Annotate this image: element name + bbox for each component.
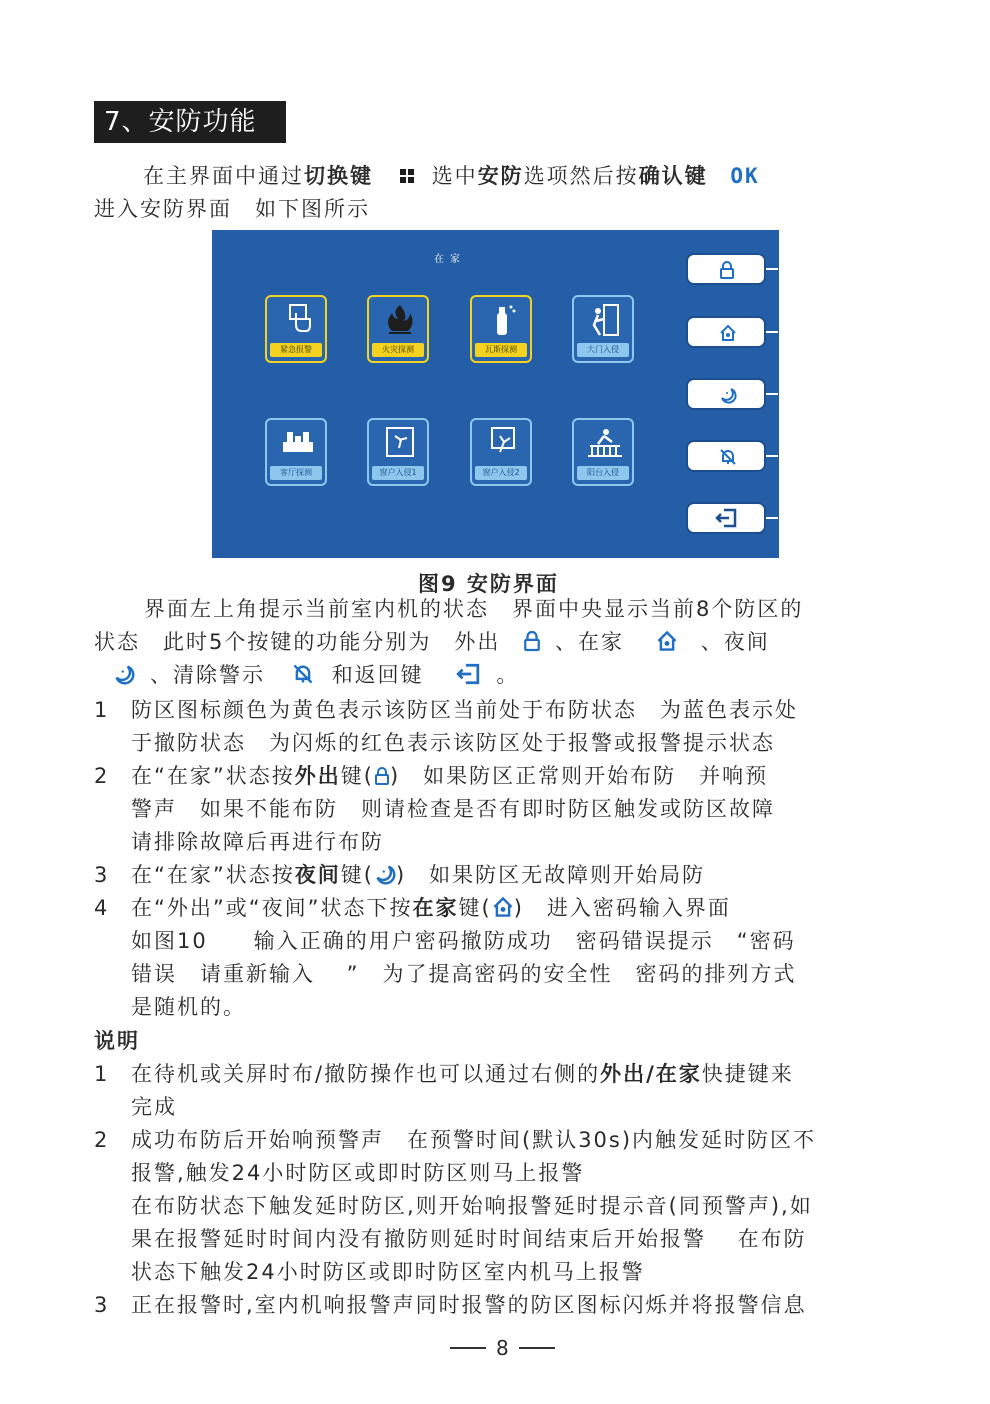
item-2-line-3: 请排除故障后再进行布防 <box>131 830 384 854</box>
note-2-line-3: 在布防状态下触发延时防区,则开始响报警延时提示音(同预警声),如 <box>131 1194 813 1218</box>
item-1-line-2: 于撤防状态 为闪烁的红色表示该防区处于报警或报警提示状态 <box>131 731 775 755</box>
note-3-number: 3 <box>94 1293 110 1317</box>
confirm-key-label: 确认键 <box>638 164 708 188</box>
clear-alarm-button[interactable] <box>686 440 766 472</box>
zone-label: 紧急报警 <box>270 343 322 357</box>
zone-label: 窗户入侵1 <box>372 466 424 480</box>
notes-heading: 说明 <box>94 1029 140 1053</box>
item-text: ) 进入密码输入界面 <box>513 896 731 920</box>
moon-icon <box>719 386 737 404</box>
footer-dash <box>450 1347 486 1349</box>
item-text: 键( <box>340 764 374 788</box>
zone-door-intrusion[interactable] <box>572 295 634 363</box>
gas-bottle-icon <box>472 303 534 337</box>
bell-off-icon <box>719 448 737 466</box>
window-intrusion-icon <box>472 426 534 460</box>
zone-balcony-intrusion[interactable] <box>572 418 634 486</box>
note-2-line-1: 成功布防后开始响预警声 在预警时间(默认30s)内触发延时防区不 <box>131 1128 817 1152</box>
note-1-line-2: 完成 <box>131 1095 177 1119</box>
home-icon <box>655 630 679 652</box>
item-2-number: 2 <box>94 764 110 788</box>
desc-text: 、夜间 <box>700 630 770 654</box>
desc-line-3 <box>112 659 519 692</box>
zone-window-intrusion-1[interactable] <box>367 418 429 486</box>
return-icon <box>456 663 480 685</box>
item-2-line-1 <box>131 760 768 793</box>
intro-text: 选中 <box>431 164 478 188</box>
note-2-number: 2 <box>94 1128 110 1152</box>
note-text: 快捷键来 <box>701 1062 794 1086</box>
item-text: ) 如果防区正常则开始布防 并响预 <box>389 764 769 788</box>
desc-text: 、在家 <box>555 630 625 654</box>
hand-press-icon <box>267 303 329 337</box>
shortcut-keys-label: 外出/在家 <box>600 1062 702 1086</box>
zone-label: 阳台入侵 <box>577 466 629 480</box>
moon-icon <box>374 863 396 885</box>
item-1-line-1: 防区图标颜色为黄色表示该防区当前处于布防状态 为蓝色表示处 <box>131 698 798 722</box>
desc-line-1: 界面左上角提示当前室内机的状态 界面中央显示当前8个防区的 <box>144 597 804 621</box>
lock-icon <box>374 766 390 786</box>
desc-text: 和返回键 <box>331 663 424 687</box>
footer-dash <box>519 1347 555 1349</box>
away-key-label: 外出 <box>294 764 341 788</box>
item-3-number: 3 <box>94 863 110 887</box>
zone-fire-detection[interactable] <box>367 295 429 363</box>
intro-line-1 <box>143 160 760 193</box>
home-icon <box>492 896 514 918</box>
desc-text: 、清除警示 <box>150 663 265 687</box>
desc-text: 状态 此时5个按键的功能分别为 外出 <box>94 630 501 654</box>
security-screen <box>212 230 779 558</box>
item-text: ) 如果防区无故障则开始局防 <box>395 863 706 887</box>
item-1-number: 1 <box>94 698 110 722</box>
zone-label: 客厅探测 <box>270 466 322 480</box>
zone-living-room-detection[interactable] <box>265 418 327 486</box>
moon-icon <box>112 663 136 685</box>
page-number: 8 <box>496 1336 509 1360</box>
switch-key-label: 切换键 <box>304 164 373 188</box>
note-1-line-1 <box>131 1058 794 1091</box>
item-2-line-2: 警声 如果不能布防 则请检查是否有即时防区触发或防区故障 <box>131 797 775 821</box>
home-status-label: 在家 <box>434 254 466 265</box>
figure-caption: 图9 安防界面 <box>418 572 559 596</box>
living-room-icon <box>267 426 329 460</box>
lock-icon <box>719 261 735 279</box>
note-text: 在待机或关屏时布/撤防操作也可以通过右侧的 <box>131 1062 601 1086</box>
item-4-line-1 <box>131 892 731 925</box>
item-4-line-4: 是随机的。 <box>131 995 246 1019</box>
zone-label: 火灾探测 <box>372 343 424 357</box>
note-3-line-1: 正在报警时,室内机响报警声同时报警的防区图标闪烁并将报警信息 <box>131 1293 807 1317</box>
item-text: 在“在家”状态按 <box>131 764 295 788</box>
note-1-number: 1 <box>94 1062 110 1086</box>
security-option-label: 安防 <box>477 164 524 188</box>
item-4-number: 4 <box>94 896 110 920</box>
page-footer <box>440 1336 565 1360</box>
note-2-line-4: 果在报警延时时间内没有撤防则延时时间结束后开始报警 在布防 <box>131 1227 807 1251</box>
ok-key-icon: OK <box>730 164 760 188</box>
lock-icon <box>523 630 541 652</box>
bell-off-icon <box>292 663 314 685</box>
item-text: 键( <box>340 863 374 887</box>
item-4-line-2: 如图10 输入正确的用户密码撤防成功 密码错误提示 “密码 <box>131 929 796 953</box>
intro-line-2: 进入安防界面 如下图所示 <box>94 197 370 221</box>
desc-line-2 <box>94 626 770 659</box>
desc-text: 。 <box>496 663 520 687</box>
item-text: 在“外出”或“夜间”状态下按 <box>131 896 413 920</box>
night-key-label: 夜间 <box>294 863 341 887</box>
balcony-intrusion-icon <box>574 426 636 460</box>
return-button[interactable] <box>686 502 766 534</box>
intro-text: 选项然后按 <box>523 164 639 188</box>
item-text: 键( <box>458 896 492 920</box>
intro-text: 在主界面中通过 <box>143 164 304 188</box>
zone-label: 大门入侵 <box>577 343 629 357</box>
note-2-line-5: 状态下触发24小时防区或即时防区室内机马上报警 <box>131 1260 645 1284</box>
home-icon <box>719 324 737 342</box>
window-intrusion-icon <box>369 426 431 460</box>
zone-label: 瓦斯探测 <box>475 343 527 357</box>
return-icon <box>715 508 737 528</box>
zone-window-intrusion-2[interactable] <box>470 418 532 486</box>
zone-emergency-alarm[interactable] <box>265 295 327 363</box>
away-button[interactable] <box>686 253 766 285</box>
item-3-line-1 <box>131 859 705 892</box>
home-key-label: 在家 <box>412 896 459 920</box>
fire-icon <box>369 303 431 337</box>
switch-key-icon <box>398 167 416 185</box>
home-button[interactable] <box>686 316 766 348</box>
item-text: 在“在家”状态按 <box>131 863 295 887</box>
item-4-line-3: 错误 请重新输入 ” 为了提高密码的安全性 密码的排列方式 <box>131 962 797 986</box>
zone-label: 窗户入侵2 <box>475 466 527 480</box>
door-intrusion-icon <box>574 303 636 337</box>
zone-gas-detection[interactable] <box>470 295 532 363</box>
note-2-line-2: 报警,触发24小时防区或即时防区则马上报警 <box>131 1161 585 1185</box>
night-button[interactable] <box>686 378 766 410</box>
section-title: 7、安防功能 <box>94 101 286 143</box>
